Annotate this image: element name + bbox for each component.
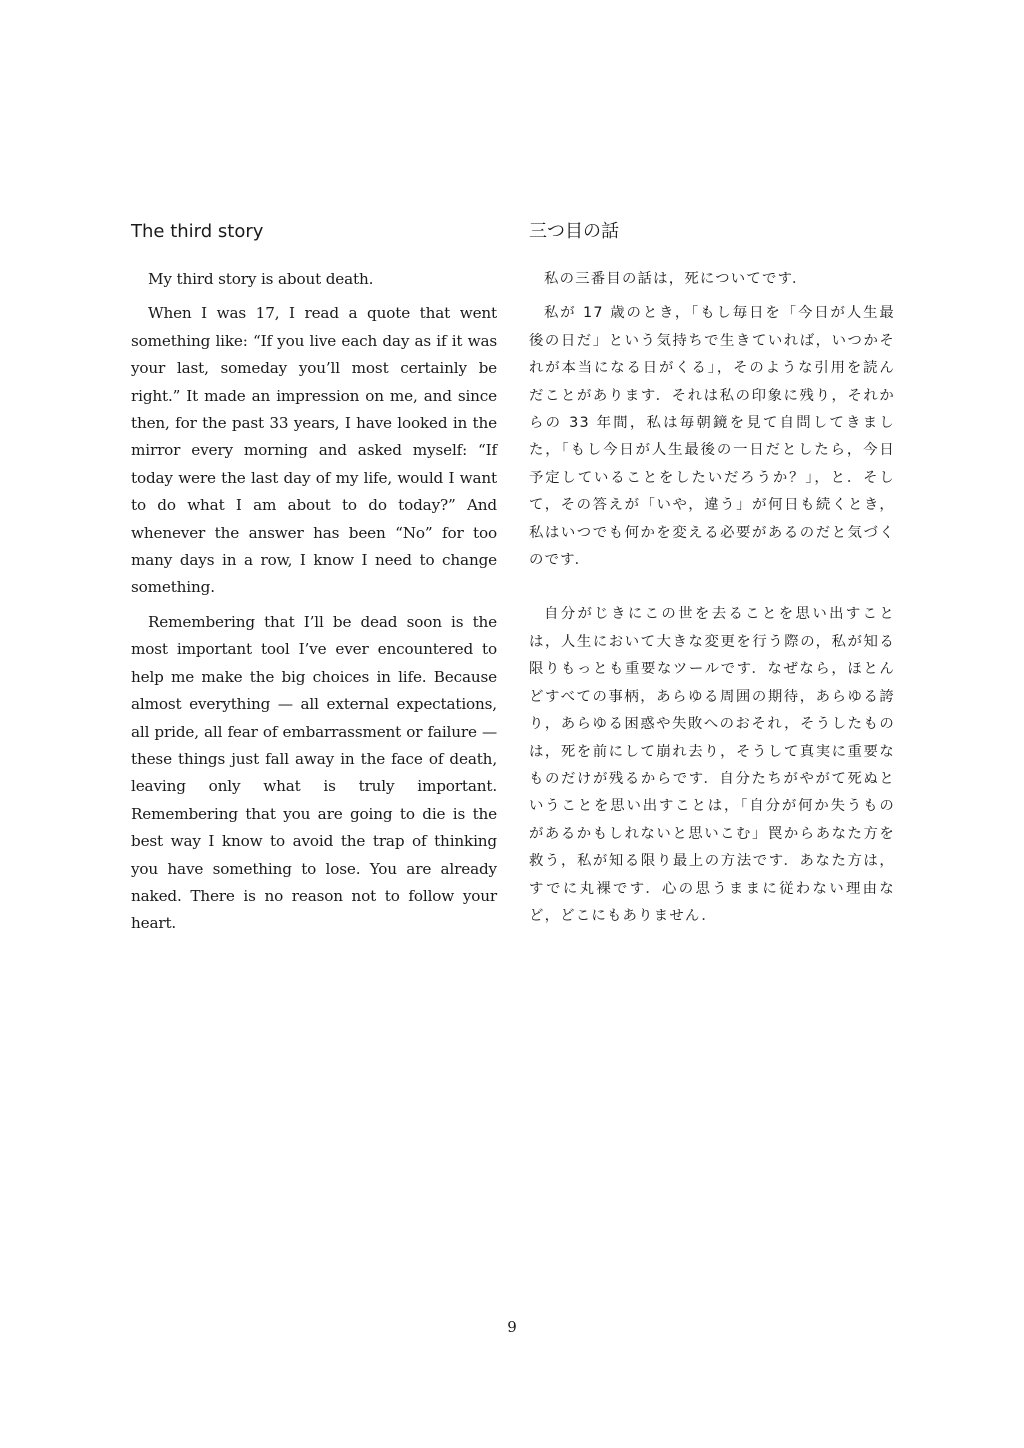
english-column: [131, 218, 497, 945]
english-paragraph-2: When I was 17, I read a quote that went something like: “If you live each day as if it was your last, someday you’ll most certainly be right.” It made an impression on me, and since then, for the past 33 years, I have looked in the mirror every morning and asked myself: “If today were the last day of my life, would I want to do what I am about to do today?” And whenever the answer has been “No” for too many days in a row, I know I need to change something.: [131, 304, 497, 597]
japanese-paragraph-1: 私の三番目の話は，死についてです．: [544, 271, 808, 287]
japanese-paragraph-2: 私が 17 歳のとき，「もし毎日を「今日が人生最後の日だ」という気持ちで生きていれば，いつかそれが本当になる日がくる」，そのような引用を読んだことがあります．それは私の印象に残り，それからの 33 年間，私は毎朝鏡を見て自問してきました，「もし今日が人生最後の一日だとしたら，今日予定していることをしたいだろうか？」，と．そして，その答えが「いや，違う」が何日も続くとき，私はいつでも何かを変える必要があるのだと気づくのです．: [529, 305, 895, 569]
japanese-paragraph-3: 自分がじきにこの世を去ることを思い出すことは，人生において大きな変更を行う際の，私が知る限りもっとも重要なツールです．なぜなら，ほとんどすべての事柄，あらゆる周囲の期待，あらゆる誇り，あらゆる困惑や失敗へのおそれ，そうしたものは，死を前にして崩れ去り，そうして真実に重要なものだけが残るからです．自分たちがやがて死ぬということを思い出すことは，「自分が何か失うものがあるかもしれないと思いこむ」罠からあなた方を救う，私が知る限り最上の方法です．あなた方は，すでに丸裸です．心の思うままに従わない理由など，どこにもありません．: [529, 606, 895, 924]
japanese-heading: 三つ目の話: [529, 221, 619, 242]
japanese-column: [529, 218, 895, 937]
english-paragraph-1: My third story is about death.: [148, 270, 374, 288]
english-heading: The third story: [131, 221, 264, 242]
page-number: 9: [507, 1318, 517, 1336]
english-paragraph-3: Remembering that I’ll be dead soon is the most important tool I’ve ever encountered to help me make the big choices in life. Because almost everything — all external expectations, all pride, all fear of embarrassment or failure — these things just fall away in the face of death, leaving only what is truly important. Remembering that you are going to die is the best way I know to avoid the trap of thinking you have something to lose. You are already naked. There is no reason not to follow your heart.: [131, 612, 497, 933]
